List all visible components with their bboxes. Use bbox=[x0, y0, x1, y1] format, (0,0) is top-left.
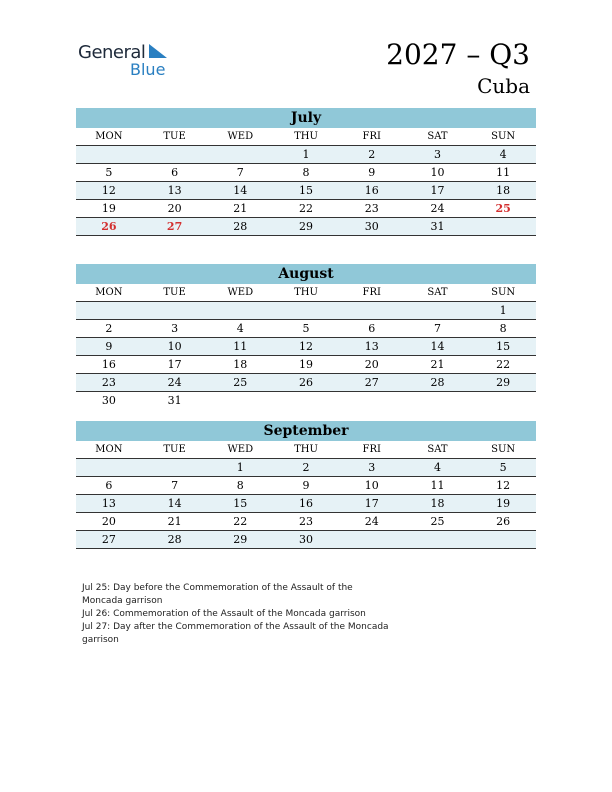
day-cell: 9 bbox=[105, 340, 113, 353]
day-cell: 12 bbox=[299, 340, 314, 353]
day-cell: 22 bbox=[496, 358, 511, 371]
day-cell bbox=[142, 302, 208, 319]
day-cell bbox=[405, 392, 471, 409]
week-row bbox=[76, 531, 536, 549]
day-cell: 4 bbox=[499, 148, 507, 161]
day-cell: 12 bbox=[101, 184, 116, 197]
day-cell bbox=[470, 531, 536, 548]
day-cell: 6 bbox=[368, 322, 376, 335]
week-row bbox=[76, 477, 536, 495]
month-august bbox=[76, 264, 536, 409]
day-cell: 2 bbox=[302, 461, 310, 474]
day-cell: 5 bbox=[105, 166, 113, 179]
day-cell: 6 bbox=[105, 479, 113, 492]
day-cell: 13 bbox=[167, 184, 182, 197]
day-cell: 30 bbox=[299, 533, 314, 546]
day-cell: 28 bbox=[167, 533, 182, 546]
day-cell: 10 bbox=[430, 166, 445, 179]
logo-blue-text: Blue bbox=[130, 60, 166, 79]
day-cell: 20 bbox=[364, 358, 379, 371]
day-cell: 3 bbox=[171, 322, 179, 335]
week-row bbox=[76, 146, 536, 164]
day-cell: 26 bbox=[299, 376, 314, 389]
weekday-label: MON bbox=[95, 444, 123, 455]
day-cell: 23 bbox=[364, 202, 379, 215]
month-header: August bbox=[76, 264, 536, 284]
weekday-label: WED bbox=[227, 287, 254, 298]
weekday-label: SUN bbox=[491, 131, 516, 142]
holiday-day-cell: 26 bbox=[101, 220, 117, 233]
weekday-label: TUE bbox=[163, 444, 186, 455]
holiday-note: Jul 27: Day after the Commemoration of the Assault of the Moncada bbox=[82, 622, 389, 632]
day-cell: 13 bbox=[101, 497, 116, 510]
week-row bbox=[76, 356, 536, 374]
day-cell: 3 bbox=[368, 461, 376, 474]
day-cell: 27 bbox=[364, 376, 379, 389]
day-cell: 29 bbox=[299, 220, 314, 233]
day-cell bbox=[76, 146, 142, 163]
month-september bbox=[76, 421, 536, 549]
day-cell: 25 bbox=[430, 515, 445, 528]
day-cell: 4 bbox=[236, 322, 244, 335]
day-cell: 11 bbox=[496, 166, 511, 179]
day-cell: 5 bbox=[302, 322, 310, 335]
weekday-label: WED bbox=[227, 131, 254, 142]
day-cell: 15 bbox=[233, 497, 248, 510]
day-cell: 22 bbox=[233, 515, 248, 528]
month-header: September bbox=[76, 421, 536, 441]
weekday-label: THU bbox=[294, 131, 318, 142]
week-row bbox=[76, 374, 536, 392]
day-cell: 21 bbox=[167, 515, 182, 528]
week-row bbox=[76, 164, 536, 182]
weekday-label: FRI bbox=[362, 444, 381, 455]
day-cell: 10 bbox=[364, 479, 379, 492]
day-cell: 7 bbox=[171, 479, 179, 492]
day-cell: 12 bbox=[496, 479, 511, 492]
day-cell: 14 bbox=[430, 340, 445, 353]
day-cell: 14 bbox=[233, 184, 248, 197]
day-cell: 13 bbox=[364, 340, 379, 353]
day-cell bbox=[339, 302, 405, 319]
day-cell: 8 bbox=[499, 322, 507, 335]
holiday-note: Jul 26: Commemoration of the Assault of the Moncada garrison bbox=[82, 609, 366, 619]
day-cell: 16 bbox=[364, 184, 379, 197]
day-cell: 18 bbox=[233, 358, 248, 371]
day-cell bbox=[142, 459, 208, 476]
day-cell bbox=[405, 302, 471, 319]
day-cell bbox=[273, 302, 339, 319]
weekday-label: TUE bbox=[163, 131, 186, 142]
weekday-label: THU bbox=[294, 444, 318, 455]
day-cell: 23 bbox=[101, 376, 116, 389]
day-cell: 19 bbox=[299, 358, 314, 371]
week-row bbox=[76, 320, 536, 338]
weekday-label: MON bbox=[95, 131, 123, 142]
week-row bbox=[76, 200, 536, 218]
weekday-header-row bbox=[76, 441, 536, 459]
day-cell: 16 bbox=[299, 497, 314, 510]
day-cell: 23 bbox=[299, 515, 314, 528]
day-cell: 24 bbox=[167, 376, 182, 389]
day-cell: 8 bbox=[236, 479, 244, 492]
day-cell: 28 bbox=[233, 220, 248, 233]
day-cell: 17 bbox=[430, 184, 445, 197]
day-cell: 6 bbox=[171, 166, 179, 179]
weekday-label: SAT bbox=[427, 444, 448, 455]
day-cell: 15 bbox=[496, 340, 511, 353]
week-row bbox=[76, 495, 536, 513]
day-cell: 2 bbox=[368, 148, 376, 161]
day-cell: 20 bbox=[167, 202, 182, 215]
holiday-note: garrison bbox=[82, 635, 119, 645]
day-cell: 31 bbox=[167, 394, 182, 407]
logo bbox=[78, 42, 178, 82]
day-cell: 7 bbox=[433, 322, 441, 335]
week-row bbox=[76, 218, 536, 236]
weekday-label: THU bbox=[294, 287, 318, 298]
day-cell: 1 bbox=[302, 148, 310, 161]
day-cell: 1 bbox=[236, 461, 244, 474]
weekday-label: TUE bbox=[163, 287, 186, 298]
weekday-header-row bbox=[76, 128, 536, 146]
day-cell: 18 bbox=[430, 497, 445, 510]
day-cell: 25 bbox=[233, 376, 248, 389]
day-cell: 22 bbox=[299, 202, 314, 215]
day-cell: 27 bbox=[101, 533, 116, 546]
day-cell: 11 bbox=[233, 340, 248, 353]
weekday-label: WED bbox=[227, 444, 254, 455]
day-cell: 24 bbox=[364, 515, 379, 528]
day-cell: 19 bbox=[101, 202, 116, 215]
week-row bbox=[76, 459, 536, 477]
day-cell: 17 bbox=[364, 497, 379, 510]
day-cell: 19 bbox=[496, 497, 511, 510]
day-cell bbox=[207, 392, 273, 409]
week-row bbox=[76, 513, 536, 531]
weekday-label: FRI bbox=[362, 287, 381, 298]
day-cell bbox=[142, 146, 208, 163]
day-cell bbox=[207, 146, 273, 163]
weekday-label: SUN bbox=[491, 287, 516, 298]
week-row bbox=[76, 302, 536, 320]
month-header: July bbox=[76, 108, 536, 128]
weekday-label: SAT bbox=[427, 287, 448, 298]
day-cell bbox=[207, 302, 273, 319]
day-cell: 5 bbox=[499, 461, 507, 474]
day-cell: 30 bbox=[101, 394, 116, 407]
day-cell: 30 bbox=[364, 220, 379, 233]
day-cell: 8 bbox=[302, 166, 310, 179]
day-cell: 18 bbox=[496, 184, 511, 197]
day-cell: 15 bbox=[299, 184, 314, 197]
logo-flag-icon bbox=[149, 44, 167, 60]
day-cell bbox=[405, 531, 471, 548]
day-cell: 17 bbox=[167, 358, 182, 371]
day-cell: 3 bbox=[433, 148, 441, 161]
day-cell bbox=[339, 392, 405, 409]
week-row bbox=[76, 182, 536, 200]
day-cell bbox=[470, 218, 536, 235]
week-row bbox=[76, 338, 536, 356]
day-cell: 28 bbox=[430, 376, 445, 389]
weekday-header-row bbox=[76, 284, 536, 302]
day-cell: 14 bbox=[167, 497, 182, 510]
holiday-day-cell: 25 bbox=[495, 202, 511, 215]
day-cell bbox=[76, 459, 142, 476]
day-cell: 29 bbox=[233, 533, 248, 546]
day-cell: 26 bbox=[496, 515, 511, 528]
day-cell: 24 bbox=[430, 202, 445, 215]
day-cell bbox=[273, 392, 339, 409]
month-july bbox=[76, 108, 536, 236]
day-cell: 21 bbox=[430, 358, 445, 371]
day-cell: 16 bbox=[101, 358, 116, 371]
page-title: 2027 – Q3 bbox=[386, 38, 530, 71]
logo-general-text: General bbox=[78, 42, 146, 63]
day-cell: 2 bbox=[105, 322, 113, 335]
day-cell: 11 bbox=[430, 479, 445, 492]
day-cell: 29 bbox=[496, 376, 511, 389]
holiday-day-cell: 27 bbox=[166, 220, 183, 233]
day-cell: 9 bbox=[368, 166, 376, 179]
holiday-notes bbox=[82, 582, 412, 647]
weekday-label: FRI bbox=[362, 131, 381, 142]
day-cell bbox=[76, 302, 142, 319]
day-cell: 20 bbox=[101, 515, 116, 528]
day-cell: 7 bbox=[236, 166, 244, 179]
day-cell: 21 bbox=[233, 202, 248, 215]
day-cell: 4 bbox=[433, 461, 441, 474]
weekday-label: SAT bbox=[427, 131, 448, 142]
country-name: Cuba bbox=[477, 74, 530, 98]
day-cell bbox=[470, 392, 536, 409]
day-cell bbox=[339, 531, 405, 548]
day-cell: 31 bbox=[430, 220, 445, 233]
day-cell: 10 bbox=[167, 340, 182, 353]
day-cell: 1 bbox=[499, 304, 507, 317]
weekday-label: MON bbox=[95, 287, 123, 298]
week-row bbox=[76, 392, 536, 409]
holiday-note: Jul 25: Day before the Commemoration of the Assault of the bbox=[82, 583, 353, 593]
weekday-label: SUN bbox=[491, 444, 516, 455]
holiday-note: Moncada garrison bbox=[82, 596, 163, 606]
day-cell: 9 bbox=[302, 479, 310, 492]
